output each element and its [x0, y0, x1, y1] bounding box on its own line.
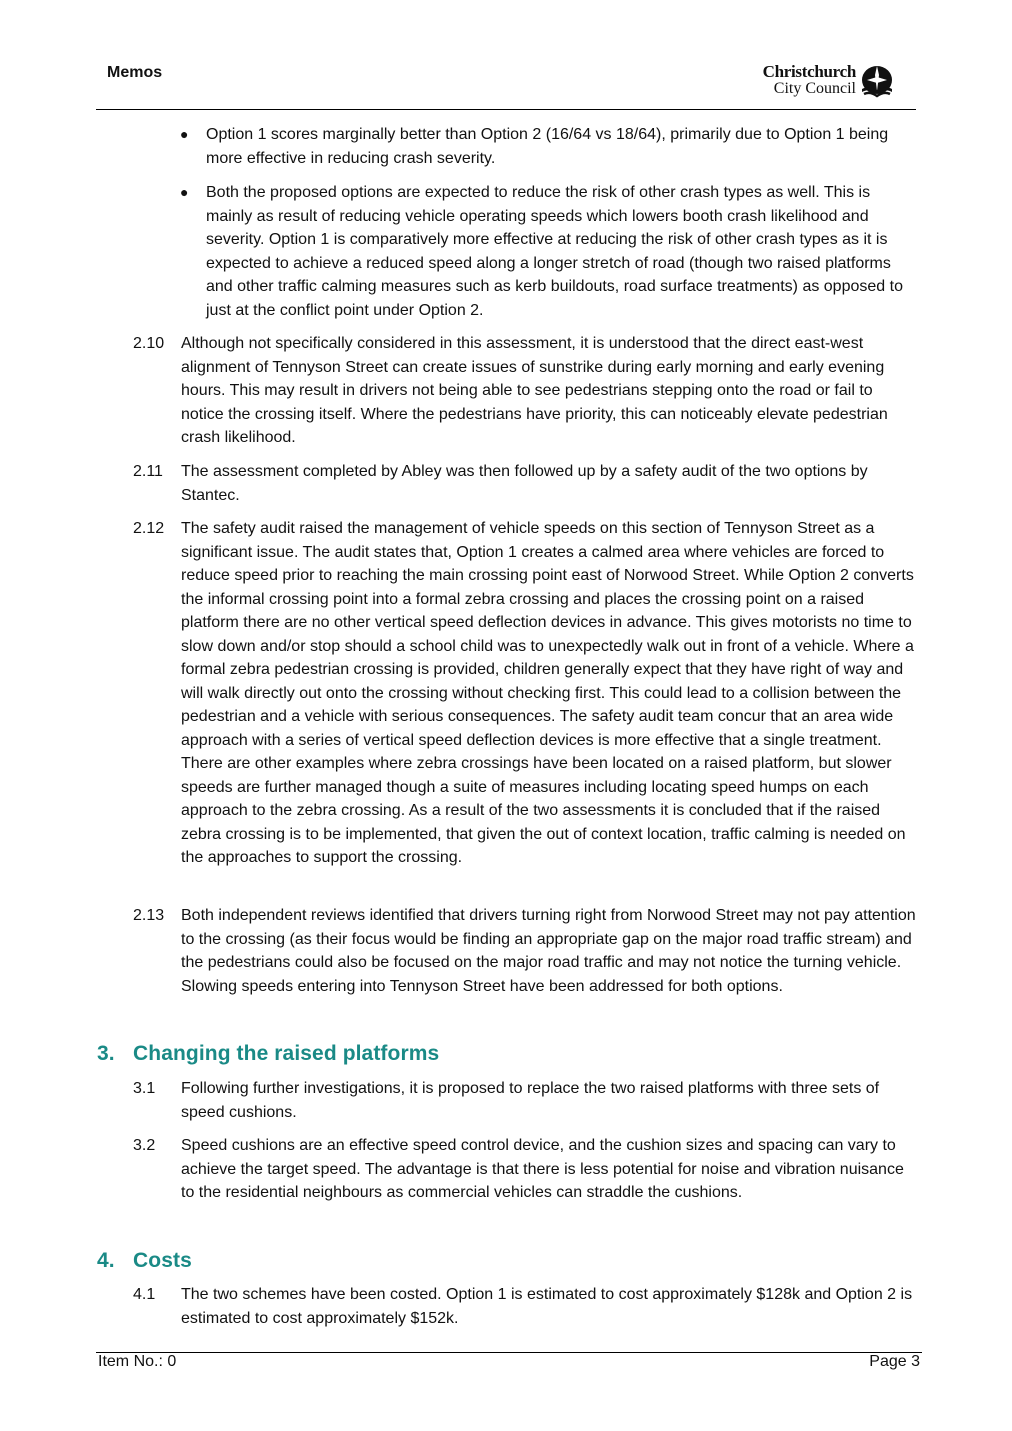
paragraph-text: Following further investigations, it is proposed to replace the two raised platforms with three sets of speed cushions.	[181, 1080, 880, 1121]
cathedral-icon	[858, 63, 896, 99]
paragraph-text: Although not specifically considered in this assessment, it is understood that the direct east-west alignment of Tennyson Street can create issues of sunstrike during early morning and early evening hours. This may result in drivers not being able to see pedestrians stepping onto the road or fail to notice the crossing itself. Where the pedestrians have priority, this can noticeably elevate pedestrian crash likelihood.	[181, 335, 888, 446]
paragraph-number: 3.1	[133, 1080, 156, 1097]
header-rule	[96, 109, 916, 110]
logo-line1: Christchurch	[762, 62, 856, 81]
paragraph-text: Both independent reviews identified that drivers turning right from Norwood Street may not pay attention to the crossing (as their focus would be finding an appropriate gap on the major road traffic stream) and the pedestrians could also be focused on the major road traffic and may not notice the turning vehicle. Slowing speeds entering into Tennyson Street have been addressed for both options.	[181, 907, 916, 995]
footer-rule	[96, 1352, 922, 1353]
paragraph-number: 2.12	[133, 520, 165, 537]
header-title: Memos	[107, 64, 163, 81]
paragraph-text: Speed cushions are an effective speed control device, and the cushion sizes and spacing can vary to achieve the target speed. The advantage is that there is less potential for noise and vibration nuisance to the residential neighbours as commercial vehicles can straddle the cushions.	[181, 1137, 904, 1201]
logo-line2: City Council	[773, 80, 856, 97]
paragraph-number: 3.2	[133, 1137, 156, 1154]
logo-text	[763, 63, 856, 97]
paragraph-text: The safety audit raised the management of vehicle speeds on this section of Tennyson Street as a significant issue. The audit states that, Option 1 creates a calmed area where vehicles are forced to reduce speed prior to reaching the main crossing point east of Norwood Street. While Option 2 converts the informal crossing point into a formal zebra crossing and places the crossing point on a raised platform there are no other vertical speed deflection devices in advance. This gives motorists no time to slow down and/or stop should a school child was to unexpectedly walk out in front of a vehicle. Where a formal zebra pedestrian crossing is provided, children generally expect that they have right of way and will walk directly out onto the crossing without checking first. This could lead to a collision between the pedestrian and a vehicle with serious consequences. The safety audit team concur that an area wide approach with a series of vertical speed deflection devices is more effective that a single treatment. There are other examples where zebra crossings have been located on a raised platform, but slower speeds are further managed though a suite of measures including locating speed humps on each approach to the zebra crossing. As a result of the two assessments it is concluded that if the raised zebra crossing is to be implemented, that given the out of context location, traffic calming is needed on the approaches to support the crossing.	[181, 520, 914, 866]
item-number: Item No.: 0	[98, 1353, 177, 1370]
bullet-item: Both the proposed options are expected to reduce the risk of other crash types as well. This is mainly as result of reducing vehicle operating speeds which lowers booth crash likelihood and severity. Option 1 is comparatively more effective at reducing the risk of other crash types as it is expected to achieve a reduced speed along a longer stretch of road (though two raised platforms and other traffic calming measures such as kerb buildouts, road surface treatments) as opposed to just at the conflict point under Option 2.	[206, 184, 903, 319]
paragraph-text: The assessment completed by Abley was then followed up by a safety audit of the two options by Stantec.	[181, 463, 868, 504]
bullet-dot: ●	[180, 184, 189, 200]
section-heading	[97, 1249, 192, 1273]
bullet-dot: ●	[180, 126, 189, 142]
paragraph-number: 2.11	[133, 463, 163, 480]
section-heading	[97, 1042, 439, 1066]
section-title: Costs	[133, 1249, 192, 1272]
bullet-item: Option 1 scores marginally better than Option 2 (16/64 vs 18/64), primarily due to Option 1 being more effective in reducing crash severity.	[206, 126, 889, 167]
council-logo	[746, 63, 906, 103]
page-number: Page 3	[869, 1353, 920, 1370]
paragraph-number: 2.13	[133, 907, 165, 924]
paragraph-number: 4.1	[133, 1286, 156, 1303]
section-number: 4.	[97, 1249, 115, 1272]
section-number: 3.	[97, 1042, 115, 1065]
paragraph-text: The two schemes have been costed. Option 1 is estimated to cost approximately $128k and Option 2 is estimated to cost approximately $152k.	[181, 1286, 913, 1327]
section-title: Changing the raised platforms	[133, 1042, 440, 1065]
paragraph-number: 2.10	[133, 335, 165, 352]
